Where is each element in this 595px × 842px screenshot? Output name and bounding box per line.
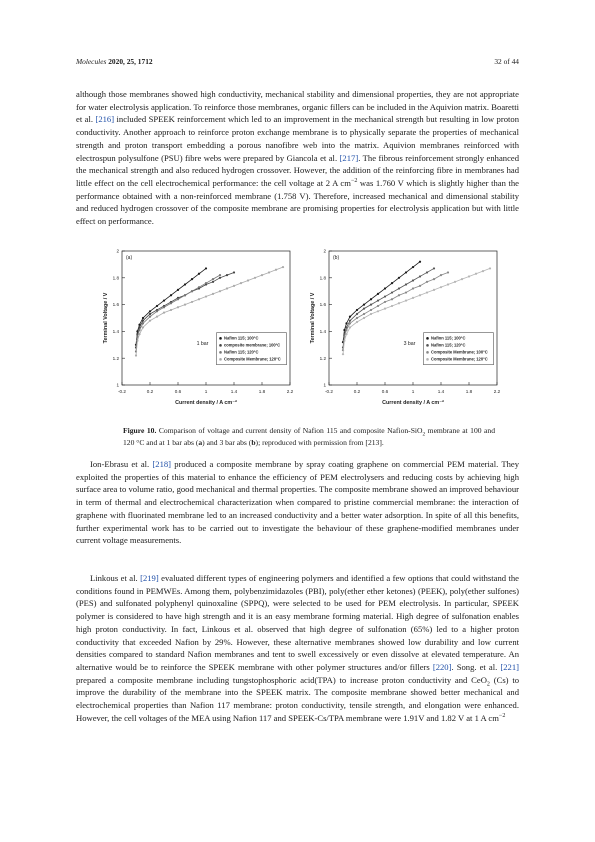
data-point bbox=[349, 322, 351, 324]
data-point bbox=[356, 317, 358, 319]
data-point bbox=[205, 282, 207, 284]
subscript: 2 bbox=[486, 681, 490, 688]
data-point bbox=[345, 322, 347, 324]
y-axis-label: Terminal Voltage / V bbox=[310, 292, 316, 344]
data-point bbox=[254, 277, 256, 279]
x-axis-label: Current density / A cm⁻² bbox=[175, 400, 237, 406]
data-point bbox=[184, 304, 186, 306]
data-point bbox=[149, 313, 151, 315]
x-tick-label: 1 bbox=[411, 389, 415, 394]
figure-caption bbox=[123, 425, 495, 448]
data-point bbox=[219, 274, 221, 276]
data-point bbox=[356, 313, 358, 315]
data-point bbox=[447, 271, 449, 273]
legend-entry: Nafion 115; 100°C bbox=[224, 335, 259, 341]
data-point bbox=[191, 301, 193, 303]
data-point bbox=[349, 316, 351, 318]
journal-year: 2020, 25, 1712 bbox=[108, 57, 153, 66]
series-line bbox=[136, 268, 206, 344]
legend-marker bbox=[426, 344, 429, 347]
data-point bbox=[363, 308, 365, 310]
data-point bbox=[377, 310, 379, 312]
legend-marker bbox=[219, 337, 222, 340]
data-point bbox=[184, 294, 186, 296]
data-point bbox=[226, 274, 228, 276]
x-tick-label: 1.4 bbox=[437, 389, 445, 394]
paragraph-1-text-d: was 1.760 V which is slightly higher than the performance obtained with a non-reinforced membrane (1.758 V). Therefore, increased mechanical and dimensional stability and reduced hydrogen crossover of the composite membrane are promising properties for electrolysis application but with little effect on performance. bbox=[76, 177, 519, 227]
data-point bbox=[226, 287, 228, 289]
reference-220[interactable]: [220] bbox=[432, 661, 452, 672]
legend-entry: Nafion 115; 120°C bbox=[224, 349, 259, 355]
data-point bbox=[261, 274, 263, 276]
data-point bbox=[405, 271, 407, 273]
x-tick-label: 1.4 bbox=[230, 389, 238, 394]
data-point bbox=[419, 294, 421, 296]
data-point bbox=[343, 340, 345, 342]
data-point bbox=[426, 291, 428, 293]
data-point bbox=[370, 309, 372, 311]
journal-name: Molecules bbox=[76, 57, 107, 66]
paragraph-3-text-a: Linkous et al. bbox=[90, 573, 141, 583]
x-tick-label: -0.2 bbox=[118, 389, 126, 394]
data-point bbox=[156, 305, 158, 307]
caption-panel-a: a bbox=[198, 437, 203, 447]
data-point bbox=[163, 312, 165, 314]
data-point bbox=[405, 299, 407, 301]
chart-panel-b bbox=[307, 245, 505, 410]
y-tick-label: 1.6 bbox=[112, 302, 119, 308]
y-tick-label: 1.8 bbox=[319, 275, 326, 281]
legend-entry: composite membrane; 100°C bbox=[224, 342, 281, 348]
data-point bbox=[233, 285, 235, 287]
data-point bbox=[398, 277, 400, 279]
data-point bbox=[384, 301, 386, 303]
x-tick-label: 2.2 bbox=[493, 389, 501, 394]
data-point bbox=[433, 267, 435, 269]
data-point bbox=[212, 281, 214, 283]
data-point bbox=[219, 277, 221, 279]
x-tick-label: 0.6 bbox=[174, 389, 182, 394]
y-axis-label: Terminal Voltage / V bbox=[103, 292, 109, 344]
data-point bbox=[198, 286, 200, 288]
journal-citation bbox=[76, 57, 153, 69]
chart-panel-a bbox=[100, 245, 298, 410]
superscript: −2 bbox=[498, 712, 506, 719]
legend-marker bbox=[219, 358, 222, 361]
data-point bbox=[377, 305, 379, 307]
paragraph-2-text-a: Ion-Ebrasu et al. bbox=[90, 459, 153, 469]
y-tick-label: 2 bbox=[116, 248, 119, 254]
subscript: 2 bbox=[422, 431, 426, 438]
data-point bbox=[433, 278, 435, 280]
legend-entry: Composite Membrane; 100°C bbox=[431, 349, 488, 355]
data-point bbox=[142, 322, 144, 324]
paragraph-1-text-a: although those membranes showed high conductivity, mechanical stability and dimensional properties, they are not appropriate for water electrolysis application. To reinforce those membranes, organic fillers can be included in the Aquivion matrix. Boaretti et al. bbox=[76, 89, 519, 125]
y-tick-label: 1.8 bbox=[112, 275, 119, 281]
data-point bbox=[345, 329, 347, 331]
series-line bbox=[343, 262, 420, 342]
data-point bbox=[149, 316, 151, 318]
data-point bbox=[412, 287, 414, 289]
caption-panel-b: b bbox=[251, 437, 256, 447]
paragraph-3-text-e: (Cs) to improve the durability of the membrane into the SPEEK matrix. The composite membrane showed better mechanical and electrochemical properties than Nafion 117 membrane: proton conductivity, tensile strength, and elongation were enhanced. However, the cell voltages of the MEA using Nafion 117 and SPEEK-Cs/TPA membrane were 1.91V and 1.82 V at 1 A cm bbox=[76, 674, 520, 723]
data-point bbox=[163, 306, 165, 308]
data-point bbox=[391, 282, 393, 284]
x-tick-label: 1.8 bbox=[258, 389, 266, 394]
legend-marker bbox=[426, 337, 429, 340]
reference-219[interactable]: [219] bbox=[140, 573, 159, 583]
legend-entry: Nafion 115; 120°C bbox=[431, 342, 466, 348]
reference-221[interactable]: [221] bbox=[500, 661, 519, 672]
data-point bbox=[419, 285, 421, 287]
data-point bbox=[205, 267, 207, 269]
x-tick-label: 0.6 bbox=[381, 389, 389, 394]
data-point bbox=[170, 309, 172, 311]
data-point bbox=[247, 279, 249, 281]
x-axis-label: Current density / A cm⁻² bbox=[382, 400, 444, 406]
legend-marker bbox=[219, 351, 222, 354]
paragraph-1 bbox=[76, 88, 519, 228]
data-point bbox=[282, 266, 284, 268]
data-point bbox=[384, 287, 386, 289]
legend-entry: Nafion 115; 100°C bbox=[431, 335, 466, 341]
paragraph-2-text-b: produced a composite membrane by spray coating graphene on commercial PEM material. They exploited the properties of this material to enhance the efficiency of PEM electrolysers and reducing costs by achieving high surface area to volume ratio, good mechanical and thermal properties. The composite membrane showed an improved behaviour in term of thermal and electrochemical characterization when compared to pristine commercial membrane: the interaction of graphene with fluorinated membrane led to an increased conductivity and a better water adsorption. In spite of all this benefits, further experimental work has to be carried out to investigate the behaviour of these graphene-modified membranes under current voltage measurements. bbox=[76, 459, 519, 546]
page-header bbox=[76, 57, 519, 69]
data-point bbox=[191, 290, 193, 292]
data-point bbox=[391, 298, 393, 300]
data-point bbox=[212, 278, 214, 280]
data-point bbox=[405, 291, 407, 293]
caption-text-e: . bbox=[381, 437, 384, 447]
pressure-annotation: 3 bar bbox=[403, 340, 416, 347]
data-point bbox=[482, 270, 484, 272]
data-point bbox=[363, 317, 365, 319]
data-point bbox=[412, 279, 414, 281]
data-point bbox=[240, 282, 242, 284]
data-point bbox=[219, 290, 221, 292]
data-point bbox=[191, 278, 193, 280]
data-point bbox=[461, 278, 463, 280]
data-point bbox=[454, 281, 456, 283]
legend-marker bbox=[426, 358, 429, 361]
y-tick-label: 2 bbox=[323, 248, 326, 254]
reference-217[interactable]: [217] bbox=[339, 152, 359, 163]
data-point bbox=[398, 294, 400, 296]
data-point bbox=[398, 302, 400, 304]
caption-label: Figure 10. bbox=[123, 426, 157, 435]
panel-label: (b) bbox=[333, 255, 340, 261]
data-point bbox=[156, 316, 158, 318]
data-point bbox=[198, 273, 200, 275]
panel-label: (a) bbox=[126, 255, 133, 261]
data-point bbox=[138, 333, 140, 335]
x-tick-label: -0.2 bbox=[325, 389, 333, 394]
x-tick-label: 1 bbox=[204, 389, 208, 394]
data-point bbox=[440, 286, 442, 288]
caption-text-c: ) and 3 bar abs ( bbox=[202, 437, 252, 447]
data-point bbox=[398, 287, 400, 289]
data-point bbox=[135, 354, 137, 356]
data-point bbox=[412, 297, 414, 299]
data-point bbox=[177, 289, 179, 291]
data-point bbox=[377, 299, 379, 301]
data-point bbox=[440, 274, 442, 276]
paragraph-1-text-c: . The fibrous reinforcement strongly enhanced the mechanical strength and also reduced hydrogen crossover. However, the addition of the reinforcing fibre in membranes had little effect on the cell electrochemical performance: the cell voltage at 2 A cm bbox=[76, 152, 519, 188]
data-point bbox=[363, 304, 365, 306]
data-point bbox=[149, 320, 151, 322]
data-point bbox=[170, 302, 172, 304]
data-point bbox=[363, 313, 365, 315]
data-point bbox=[384, 308, 386, 310]
data-point bbox=[356, 321, 358, 323]
legend-marker bbox=[219, 344, 222, 347]
x-tick-label: 0.2 bbox=[146, 389, 154, 394]
data-point bbox=[156, 310, 158, 312]
data-point bbox=[349, 326, 351, 328]
data-point bbox=[177, 298, 179, 300]
paragraph-1-text-b: included SPEEK reinforcement which led to an improvement in the mechanical strength but resulting in low proton conductivity. Another approach to reinforce proton exchange membrane is to physically separate the properties of mechanical strength and proton transport embedding a porous nanofibre web into the matrix. Aquivion membranes reinforced with electrospun polysulfone (PSU) fibre webs were prepared by Giancola et al. bbox=[76, 114, 519, 163]
data-point bbox=[170, 294, 172, 296]
pressure-annotation: 1 bar bbox=[196, 340, 209, 347]
data-point bbox=[426, 271, 428, 273]
reference-213[interactable]: [213] bbox=[365, 437, 382, 447]
data-point bbox=[268, 271, 270, 273]
data-point bbox=[377, 293, 379, 295]
data-point bbox=[489, 267, 491, 269]
paragraph-3 bbox=[76, 572, 519, 724]
data-point bbox=[370, 313, 372, 315]
chart-b-svg bbox=[307, 245, 505, 410]
data-point bbox=[198, 298, 200, 300]
data-point bbox=[370, 304, 372, 306]
data-point bbox=[138, 329, 140, 331]
data-point bbox=[356, 309, 358, 311]
data-point bbox=[447, 283, 449, 285]
data-point bbox=[468, 275, 470, 277]
y-tick-label: 1 bbox=[116, 382, 119, 388]
legend-entry: Composite Membrane; 120°C bbox=[224, 356, 281, 362]
data-point bbox=[391, 305, 393, 307]
data-point bbox=[342, 353, 344, 355]
y-tick-label: 1.2 bbox=[319, 355, 326, 361]
series-line bbox=[343, 268, 434, 347]
y-tick-label: 1.2 bbox=[112, 355, 119, 361]
data-point bbox=[142, 317, 144, 319]
data-point bbox=[205, 295, 207, 297]
page-number: 32 of 44 bbox=[494, 57, 519, 66]
caption-text-b: membrane at 100 and 120 °C and at 1 bar abs ( bbox=[123, 426, 495, 447]
data-point bbox=[349, 320, 351, 322]
x-tick-label: 1.8 bbox=[465, 389, 473, 394]
data-point bbox=[275, 269, 277, 271]
y-tick-label: 1.4 bbox=[319, 329, 326, 334]
paragraph-3-text-b: evaluated different types of engineering polymers and identified a few options that could withstand the conditions found in PEMWEs. Among them, polybenzimidazoles (PBI), poly(ether ether ketones) (PEEK), poly(ether sulfones) (PES) and sulfonated polyphenyl quinoxaline (SPPQ), were selected to be used for PEM electrolysis. In particular, SPEEK polymer is considered to have high strength and it is an easy membrane forming material. High degree of sulfonation enables high proton conductivity. In fact, Linkous et al. observed that high degree of sulfonation (65%) led to a higher proton conductivity that exceeded Nafion by 29%. However, these alternative membranes showed low durability and low current densities compared to standard Nafion membranes and tent to swell excessively or even dissolve at elevated temperature. An alternative would be to reinforce the SPEEK membrane with other polymer structures and/or fillers bbox=[76, 573, 519, 672]
data-point bbox=[391, 291, 393, 293]
reference-218[interactable]: [218] bbox=[152, 459, 172, 469]
data-point bbox=[184, 283, 186, 285]
x-tick-label: 0.2 bbox=[353, 389, 361, 394]
paragraph-2 bbox=[76, 458, 519, 547]
paragraph-3-text-c: . Song. et al. bbox=[451, 661, 501, 672]
data-point bbox=[419, 261, 421, 263]
legend-marker bbox=[426, 351, 429, 354]
data-point bbox=[163, 299, 165, 301]
y-tick-label: 1.6 bbox=[319, 302, 326, 308]
figure-10 bbox=[100, 245, 505, 410]
data-point bbox=[149, 310, 151, 312]
data-point bbox=[412, 266, 414, 268]
x-tick-label: 2.2 bbox=[286, 389, 294, 394]
data-point bbox=[370, 298, 372, 300]
chart-a-svg bbox=[100, 245, 298, 410]
reference-216[interactable]: [216] bbox=[95, 114, 115, 125]
data-point bbox=[345, 333, 347, 335]
data-point bbox=[475, 273, 477, 275]
paragraph-3-text-d: prepared a composite membrane including tungstophosphoric acid(TPA) to increase proton conductivity and CeO bbox=[76, 674, 487, 685]
caption-text-a: Comparison of voltage and current density of Nafion 115 and composite Nafion-SiO bbox=[156, 426, 423, 435]
data-point bbox=[419, 275, 421, 277]
data-point bbox=[177, 306, 179, 308]
data-point bbox=[142, 320, 144, 322]
caption-text-d: ); reproduced with permission from bbox=[255, 437, 366, 447]
data-point bbox=[233, 271, 235, 273]
y-tick-label: 1 bbox=[323, 382, 326, 388]
data-point bbox=[433, 289, 435, 291]
data-point bbox=[212, 293, 214, 295]
data-point bbox=[384, 295, 386, 297]
data-point bbox=[142, 326, 144, 328]
y-tick-label: 1.4 bbox=[112, 329, 119, 334]
data-point bbox=[405, 283, 407, 285]
legend-entry: Composite Membrane; 120°C bbox=[431, 356, 488, 362]
superscript: −2 bbox=[350, 178, 358, 185]
data-point bbox=[426, 281, 428, 283]
data-point bbox=[136, 340, 138, 342]
